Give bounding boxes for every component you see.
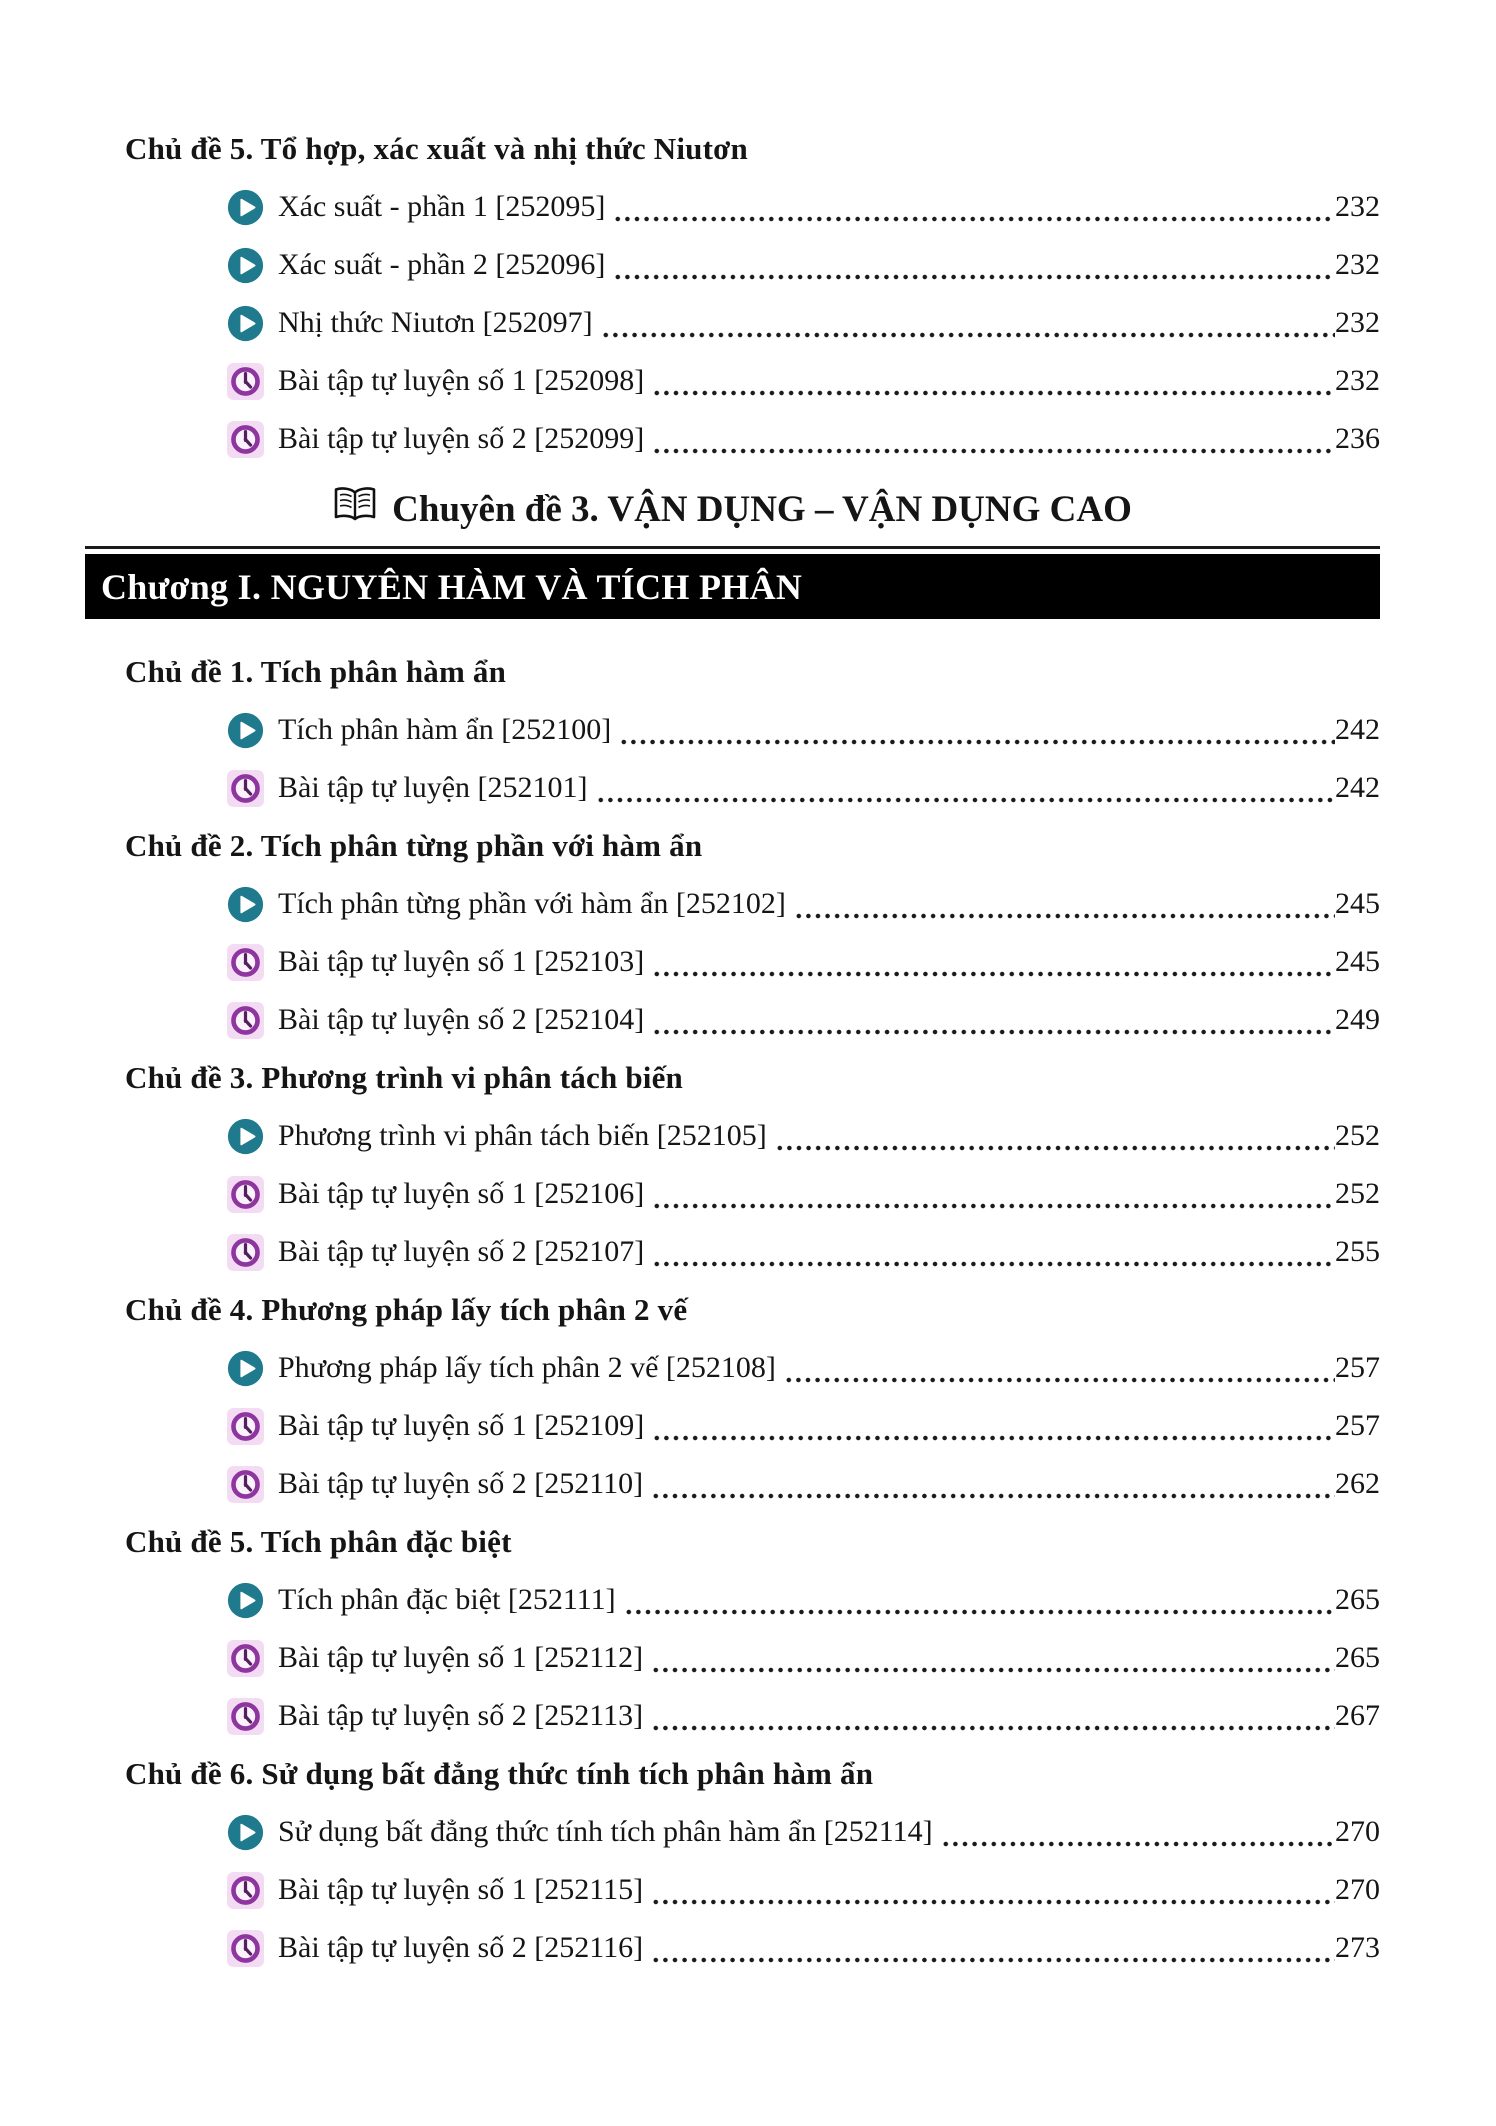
- toc-entry[interactable]: [85, 410, 1380, 468]
- clock-icon: [227, 1698, 264, 1735]
- section-heading: Chủ đề 5. Tích phân đặc biệt: [125, 1524, 512, 1559]
- toc-entry[interactable]: [85, 991, 1380, 1049]
- dot-leader: [794, 913, 1335, 919]
- intro-section: [85, 120, 1380, 468]
- toc-entry-label: Bài tập tự luyện [252101]: [278, 771, 588, 804]
- toc-entry-label: Bài tập tự luyện số 1 [252115]: [278, 1873, 644, 1906]
- play-icon: [227, 1350, 264, 1387]
- play-icon: [227, 1118, 264, 1155]
- chapter-banner: [85, 554, 1380, 619]
- dot-leader: [652, 1435, 1335, 1441]
- toc-entry-page: 236: [1335, 422, 1380, 455]
- clock-icon: [227, 1872, 264, 1909]
- toc-entry[interactable]: [85, 294, 1380, 352]
- section-rows: [85, 1803, 1380, 1977]
- toc-entry-label: Xác suất - phần 2 [252096]: [278, 248, 606, 281]
- dot-leader: [624, 1609, 1335, 1615]
- clock-icon: [227, 1930, 264, 1967]
- toc-entry-page: 232: [1335, 248, 1380, 281]
- toc-entry-page: 270: [1335, 1873, 1380, 1906]
- toc-entry[interactable]: [85, 875, 1380, 933]
- toc-entry-page: 265: [1335, 1583, 1380, 1616]
- toc-entry[interactable]: [85, 352, 1380, 410]
- toc-entry[interactable]: [85, 933, 1380, 991]
- dot-leader: [652, 448, 1335, 454]
- toc-entry-page: 262: [1335, 1467, 1380, 1500]
- toc-entry-page: 273: [1335, 1931, 1380, 1964]
- toc-entry-page: 257: [1335, 1409, 1380, 1442]
- toc-entry-page: 242: [1335, 713, 1380, 746]
- toc-entry-label: Bài tập tự luyện số 2 [252104]: [278, 1003, 645, 1036]
- toc-entry[interactable]: [85, 1571, 1380, 1629]
- dot-leader: [652, 1203, 1335, 1209]
- toc-entry-page: 232: [1335, 190, 1380, 223]
- section-rows: [85, 875, 1380, 1049]
- toc-entry-page: 232: [1335, 364, 1380, 397]
- toc-entry-label: Phương trình vi phân tách biến [252105]: [278, 1119, 767, 1152]
- section-heading: Chủ đề 1. Tích phân hàm ẩn: [125, 654, 507, 689]
- clock-icon: [227, 363, 264, 400]
- toc-entry[interactable]: [85, 1165, 1380, 1223]
- clock-icon: [227, 1176, 264, 1213]
- dot-leader: [596, 797, 1335, 803]
- chapter-banner-label: Chương I. NGUYÊN HÀM VÀ TÍCH PHÂN: [101, 566, 803, 607]
- part-heading-label: Chuyên đề 3. VẬN DỤNG – VẬN DỤNG CAO: [392, 488, 1132, 530]
- dot-leader: [619, 739, 1335, 745]
- play-icon: [227, 305, 264, 342]
- toc-section: [85, 643, 1380, 817]
- dot-leader: [775, 1145, 1335, 1151]
- dot-leader: [613, 274, 1335, 280]
- toc-entry[interactable]: [85, 1223, 1380, 1281]
- clock-icon: [227, 770, 264, 807]
- toc-entry-page: 242: [1335, 771, 1380, 804]
- toc-entry-label: Tích phân đặc biệt [252111]: [278, 1583, 616, 1616]
- toc-entry-label: Bài tập tự luyện số 1 [252098]: [278, 364, 645, 397]
- toc-entry[interactable]: [85, 1861, 1380, 1919]
- clock-icon: [227, 944, 264, 981]
- toc-entry-page: 249: [1335, 1003, 1380, 1036]
- toc-entry[interactable]: [85, 1687, 1380, 1745]
- part-heading: [85, 478, 1380, 540]
- clock-icon: [227, 1002, 264, 1039]
- toc-entry[interactable]: [85, 701, 1380, 759]
- toc-entry-label: Bài tập tự luyện số 2 [252107]: [278, 1235, 645, 1268]
- toc-entry-label: Bài tập tự luyện số 1 [252109]: [278, 1409, 645, 1442]
- toc-entry[interactable]: [85, 1803, 1380, 1861]
- dot-leader: [651, 1667, 1335, 1673]
- chapter-sections: [85, 643, 1380, 1977]
- play-icon: [227, 886, 264, 923]
- toc-entry-label: Bài tập tự luyện số 2 [252113]: [278, 1699, 644, 1732]
- toc-entry-page: 245: [1335, 887, 1380, 920]
- toc-entry-label: Phương pháp lấy tích phân 2 vế [252108]: [278, 1351, 776, 1384]
- section-heading: Chủ đề 4. Phương pháp lấy tích phân 2 vế: [125, 1292, 688, 1327]
- dot-leader: [651, 1899, 1335, 1905]
- section-rows: [85, 1107, 1380, 1281]
- toc-section: [85, 817, 1380, 1049]
- play-icon: [227, 189, 264, 226]
- toc-entry-page: 245: [1335, 945, 1380, 978]
- toc-entry-label: Tích phân từng phần với hàm ẩn [252102]: [278, 887, 786, 920]
- toc-entry[interactable]: [85, 1339, 1380, 1397]
- toc-entry-label: Bài tập tự luyện số 2 [252116]: [278, 1931, 644, 1964]
- toc-section: [85, 1513, 1380, 1745]
- toc-entry-page: 267: [1335, 1699, 1380, 1732]
- toc-entry[interactable]: [85, 1629, 1380, 1687]
- section-rows: [85, 701, 1380, 817]
- toc-section: [85, 1281, 1380, 1513]
- section-heading: Chủ đề 5. Tổ hợp, xác xuất và nhị thức Niutơn: [125, 131, 748, 166]
- dot-leader: [651, 1957, 1335, 1963]
- divider-line: [85, 546, 1380, 549]
- section-rows: [85, 1339, 1380, 1513]
- clock-icon: [227, 421, 264, 458]
- toc-entry-label: Bài tập tự luyện số 1 [252103]: [278, 945, 645, 978]
- toc-entry[interactable]: [85, 1397, 1380, 1455]
- toc-entry[interactable]: [85, 1107, 1380, 1165]
- toc-entry-page: 255: [1335, 1235, 1380, 1268]
- dot-leader: [652, 1029, 1335, 1035]
- section-heading: Chủ đề 3. Phương trình vi phân tách biến: [125, 1060, 683, 1095]
- toc-entry-page: 265: [1335, 1641, 1380, 1674]
- toc-entry-label: Bài tập tự luyện số 2 [252110]: [278, 1467, 644, 1500]
- dot-leader: [652, 1261, 1335, 1267]
- dot-leader: [784, 1377, 1335, 1383]
- toc-entry[interactable]: [85, 1919, 1380, 1977]
- toc-entry-label: Xác suất - phần 1 [252095]: [278, 190, 606, 223]
- play-icon: [227, 1582, 264, 1619]
- toc-section: [85, 1049, 1380, 1281]
- dot-leader: [651, 1493, 1335, 1499]
- toc-section: [85, 1745, 1380, 1977]
- toc-entry-label: Bài tập tự luyện số 2 [252099]: [278, 422, 645, 455]
- toc-entry-page: 232: [1335, 306, 1380, 339]
- toc-entry[interactable]: [85, 178, 1380, 236]
- toc-entry-label: Nhị thức Niutơn [252097]: [278, 306, 593, 339]
- dot-leader: [651, 1725, 1335, 1731]
- toc-entry-label: Bài tập tự luyện số 1 [252106]: [278, 1177, 645, 1210]
- clock-icon: [227, 1408, 264, 1445]
- toc-entry-label: Sử dụng bất đẳng thức tính tích phân hàm ẩn [252114]: [278, 1815, 933, 1848]
- play-icon: [227, 1814, 264, 1851]
- section-heading: Chủ đề 2. Tích phân từng phần với hàm ẩn: [125, 828, 703, 863]
- clock-icon: [227, 1234, 264, 1271]
- toc-entry-page: 257: [1335, 1351, 1380, 1384]
- clock-icon: [227, 1466, 264, 1503]
- toc-entry[interactable]: [85, 759, 1380, 817]
- open-book-icon: [333, 486, 377, 532]
- dot-leader: [613, 216, 1335, 222]
- toc-entry-label: Tích phân hàm ẩn [252100]: [278, 713, 612, 746]
- toc-entry-page: 252: [1335, 1177, 1380, 1210]
- toc-entry-label: Bài tập tự luyện số 1 [252112]: [278, 1641, 644, 1674]
- play-icon: [227, 712, 264, 749]
- dot-leader: [601, 332, 1335, 338]
- toc-entry[interactable]: [85, 1455, 1380, 1513]
- dot-leader: [652, 971, 1335, 977]
- toc-entry-page: 252: [1335, 1119, 1380, 1152]
- clock-icon: [227, 1640, 264, 1677]
- dot-leader: [652, 390, 1335, 396]
- section-rows: [85, 1571, 1380, 1745]
- toc-entry-page: 270: [1335, 1815, 1380, 1848]
- play-icon: [227, 247, 264, 284]
- section-heading: Chủ đề 6. Sử dụng bất đẳng thức tính tích phân hàm ẩn: [125, 1756, 874, 1791]
- intro-section-rows: [85, 178, 1380, 468]
- toc-entry[interactable]: [85, 236, 1380, 294]
- dot-leader: [941, 1841, 1335, 1847]
